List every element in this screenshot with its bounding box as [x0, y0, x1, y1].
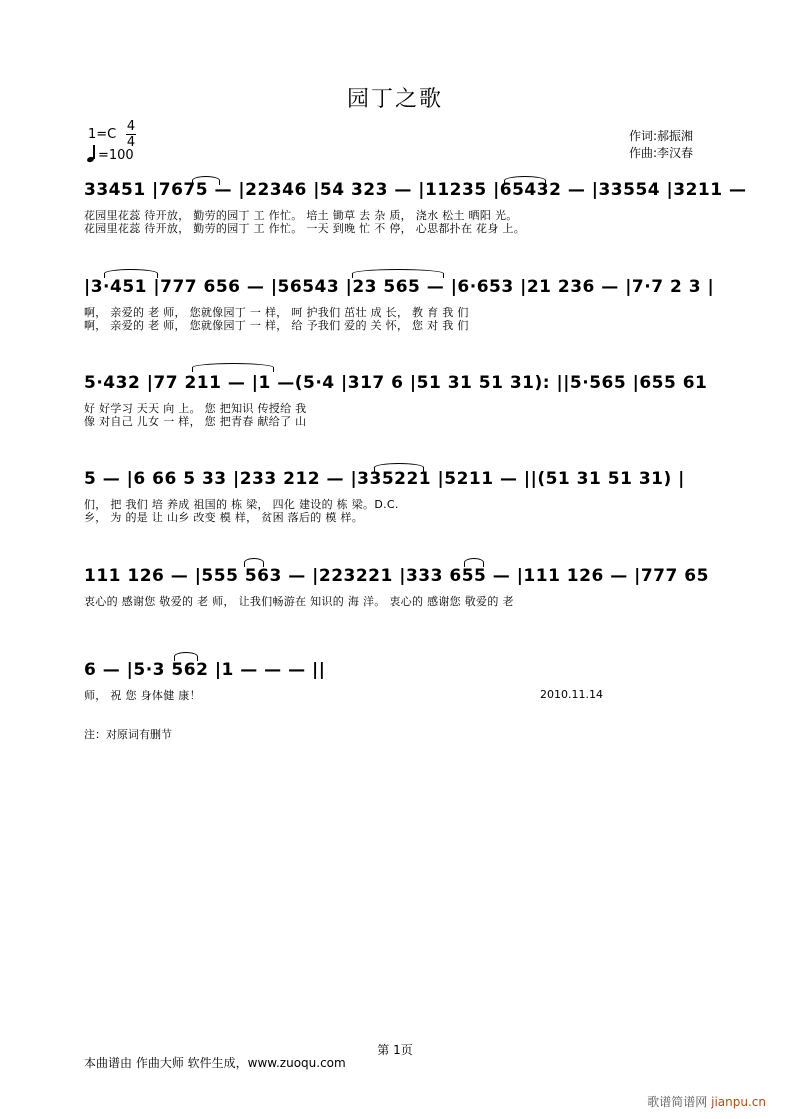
lyrics-verse-1: 花园里花蕊 待开放， 勤劳的园丁 工 作忙。 培土 锄草 去 杂 质， 浇水 松土 晒阳 光。 — [84, 209, 518, 222]
slur-mark — [504, 176, 546, 185]
generator-credit: 本曲谱由 作曲大师 软件生成，www.zuoqu.com — [84, 1056, 346, 1070]
page-number: 第 1页 — [377, 1043, 413, 1057]
lyrics-verse-2: 乡， 为 的是 让 山乡 改变 模 样， 贫困 落后的 模 样。 — [84, 511, 364, 524]
slur-mark — [174, 652, 198, 661]
key-signature: 1=C — [88, 127, 117, 142]
footnote: 注：对原词有删节 — [84, 728, 172, 741]
lyrics-verse-1: 好 好学习 天天 向 上。 您 把知识 传授给 我 — [84, 402, 307, 415]
watermark-site-name: 歌谱简谱网 — [647, 1095, 708, 1109]
lyrics-verse-1: 们， 把 我们 培 养成 祖国的 栋 梁， 四化 建设的 栋 梁。D.C. — [84, 498, 399, 511]
notation-line: 6 — |5·3 562 |1 — — — || — [84, 660, 326, 680]
quarter-note-icon — [86, 145, 98, 165]
time-signature-top: 4 — [126, 119, 136, 134]
notation-line: 5 — |6 66 5 33 |233 212 — |335221 |5211 — ||(51 31 51 31) | — [84, 469, 685, 489]
slur-mark — [104, 269, 158, 278]
slur-mark — [352, 269, 444, 278]
lyrics-verse-2: 像 对自己 儿女 一 样， 您 把青春 献给了 山 — [84, 415, 307, 428]
song-title: 园丁之歌 — [346, 87, 443, 112]
notation-line: 33451 |7675 — |22346 |54 323 — |11235 |65432 — |33554 |3211 — — [84, 180, 747, 200]
lyrics-verse-1: 啊， 亲爱的 老 师， 您就像园丁 一 样， 呵 护我们 茁壮 成 长， 教 育 我 们 — [84, 306, 469, 319]
tie-mark — [192, 363, 274, 372]
watermark — [647, 1093, 766, 1110]
time-signature-bottom: 4 — [126, 135, 136, 150]
slur-mark — [464, 558, 484, 567]
lyrics-verse-2: 啊， 亲爱的 老 师， 您就像园丁 一 样， 给 予我们 爱的 关 怀， 您 对 我 们 — [84, 319, 469, 332]
composer-credit: 作曲:李汉春 — [629, 146, 694, 160]
tempo-value: =100 — [98, 148, 134, 163]
lyrics-verse-2: 花园里花蕊 待开放， 勤劳的园丁 工 作忙。 一天 到晚 忙 不 停， 心思都扑在 花身 上。 — [84, 222, 526, 235]
tempo-marking — [86, 145, 134, 165]
lyrics-verse-1: 衷心的 感谢您 敬爱的 老 师， 让我们畅游在 知识的 海 洋。 衷心的 感谢您 敬爱的 老 — [84, 595, 514, 608]
slur-mark — [244, 558, 264, 567]
slur-mark — [374, 463, 424, 472]
notation-line: 5·432 |77 211 — |1 —(5·4 |317 6 |51 31 51 31): ||5·565 |655 61 — [84, 373, 708, 393]
lyrics-verse-1: 师， 祝 您 身体健 康！ — [84, 689, 201, 702]
notation-line: |3·451 |777 656 — |56543 |23 565 — |6·653 |21 236 — |7·7 2 3 | — [84, 277, 715, 297]
notation-line: 111 126 — |555 563 — |223221 |333 655 — |111 126 — |777 65 — [84, 566, 709, 586]
slur-mark — [192, 176, 220, 185]
composition-date: 2010.11.14 — [540, 688, 603, 701]
watermark-site-url: jianpu.cn — [711, 1095, 766, 1109]
lyricist-credit: 作词:郝振湘 — [629, 129, 694, 143]
